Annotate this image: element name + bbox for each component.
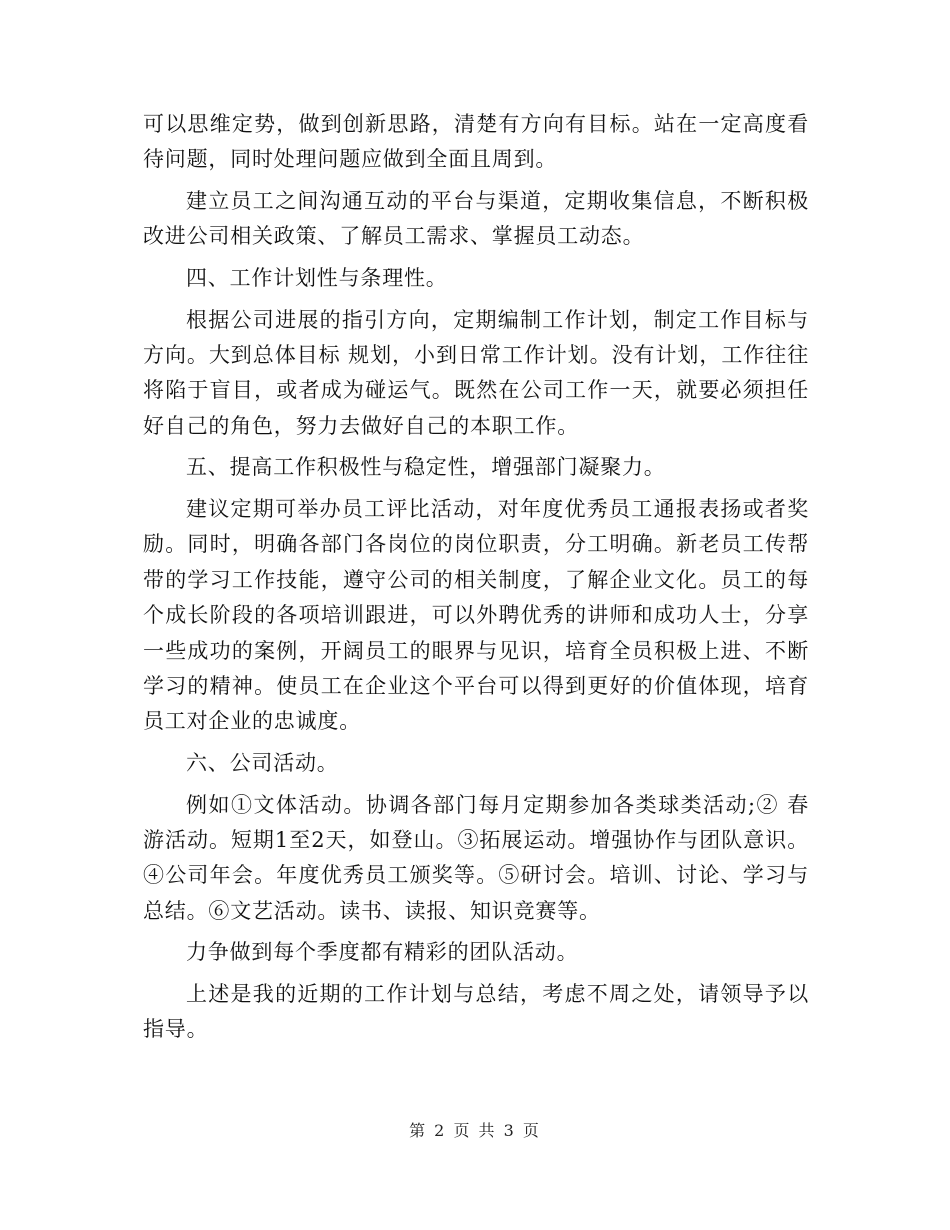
paragraph: 建议定期可举办员工评比活动，对年度优秀员工通报表扬或者奖励。同时，明确各部门各岗位的岗位职责，分工明确。新老员工传帮带的学习工作技能，遵守公司的相关制度，了解企业文化。员工的每个成长阶段的各项培训跟进，可以外聘优秀的讲师和成功人士，分享一些成功的案例，开阔员工的眼界与见识，培育全员积极上进、不断学习的精神。使员工在企业这个平台可以得到更好的价值体现，培育员工对企业的忠诚度。: [143, 497, 809, 734]
section-heading: 四、工作计划性与条理性。: [186, 266, 448, 290]
paragraph: 上述是我的近期的工作计划与总结，考虑不周之处，请领导予以指导。: [143, 982, 809, 1042]
paragraph: 例如①文体活动。协调各部门每月定期参加各类球类活动;② 春游活动。短期1至2天，如登山。③拓展运动。增强协作与团队意识。④公司年会。年度优秀员工颁奖等。⑤研讨会。培训、讨论、学习与总结。⑥文艺活动。读书、读报、知识竞赛等。: [143, 792, 809, 923]
document-body: [143, 107, 809, 1054]
section-heading: 六、公司活动。: [186, 751, 339, 776]
paragraph: 建立员工之间沟通互动的平台与渠道，定期收集信息，不断积极改进公司相关政策、了解员工需求、掌握员工动态。: [143, 189, 809, 249]
paragraph: 根据公司进展的指引方向，定期编制工作计划，制定工作目标与方向。大到总体目标 规划，小到日常工作计划。没有计划，工作往往将陷于盲目，或者成为碰运气。既然在公司工作一天，就要必须担任好自己的角色，努力去做好自己的本职工作。: [143, 307, 809, 438]
paragraph: 可以思维定势，做到创新思路，清楚有方向有目标。站在一定高度看待问题，同时处理问题应做到全面且周到。: [143, 112, 809, 172]
paragraph: 力争做到每个季度都有精彩的团队活动。: [186, 940, 579, 965]
page-number-footer: 第 2 页 共 3 页: [409, 1121, 541, 1140]
section-heading: 五、提高工作积极性与稳定性，增强部门凝聚力。: [186, 455, 666, 480]
